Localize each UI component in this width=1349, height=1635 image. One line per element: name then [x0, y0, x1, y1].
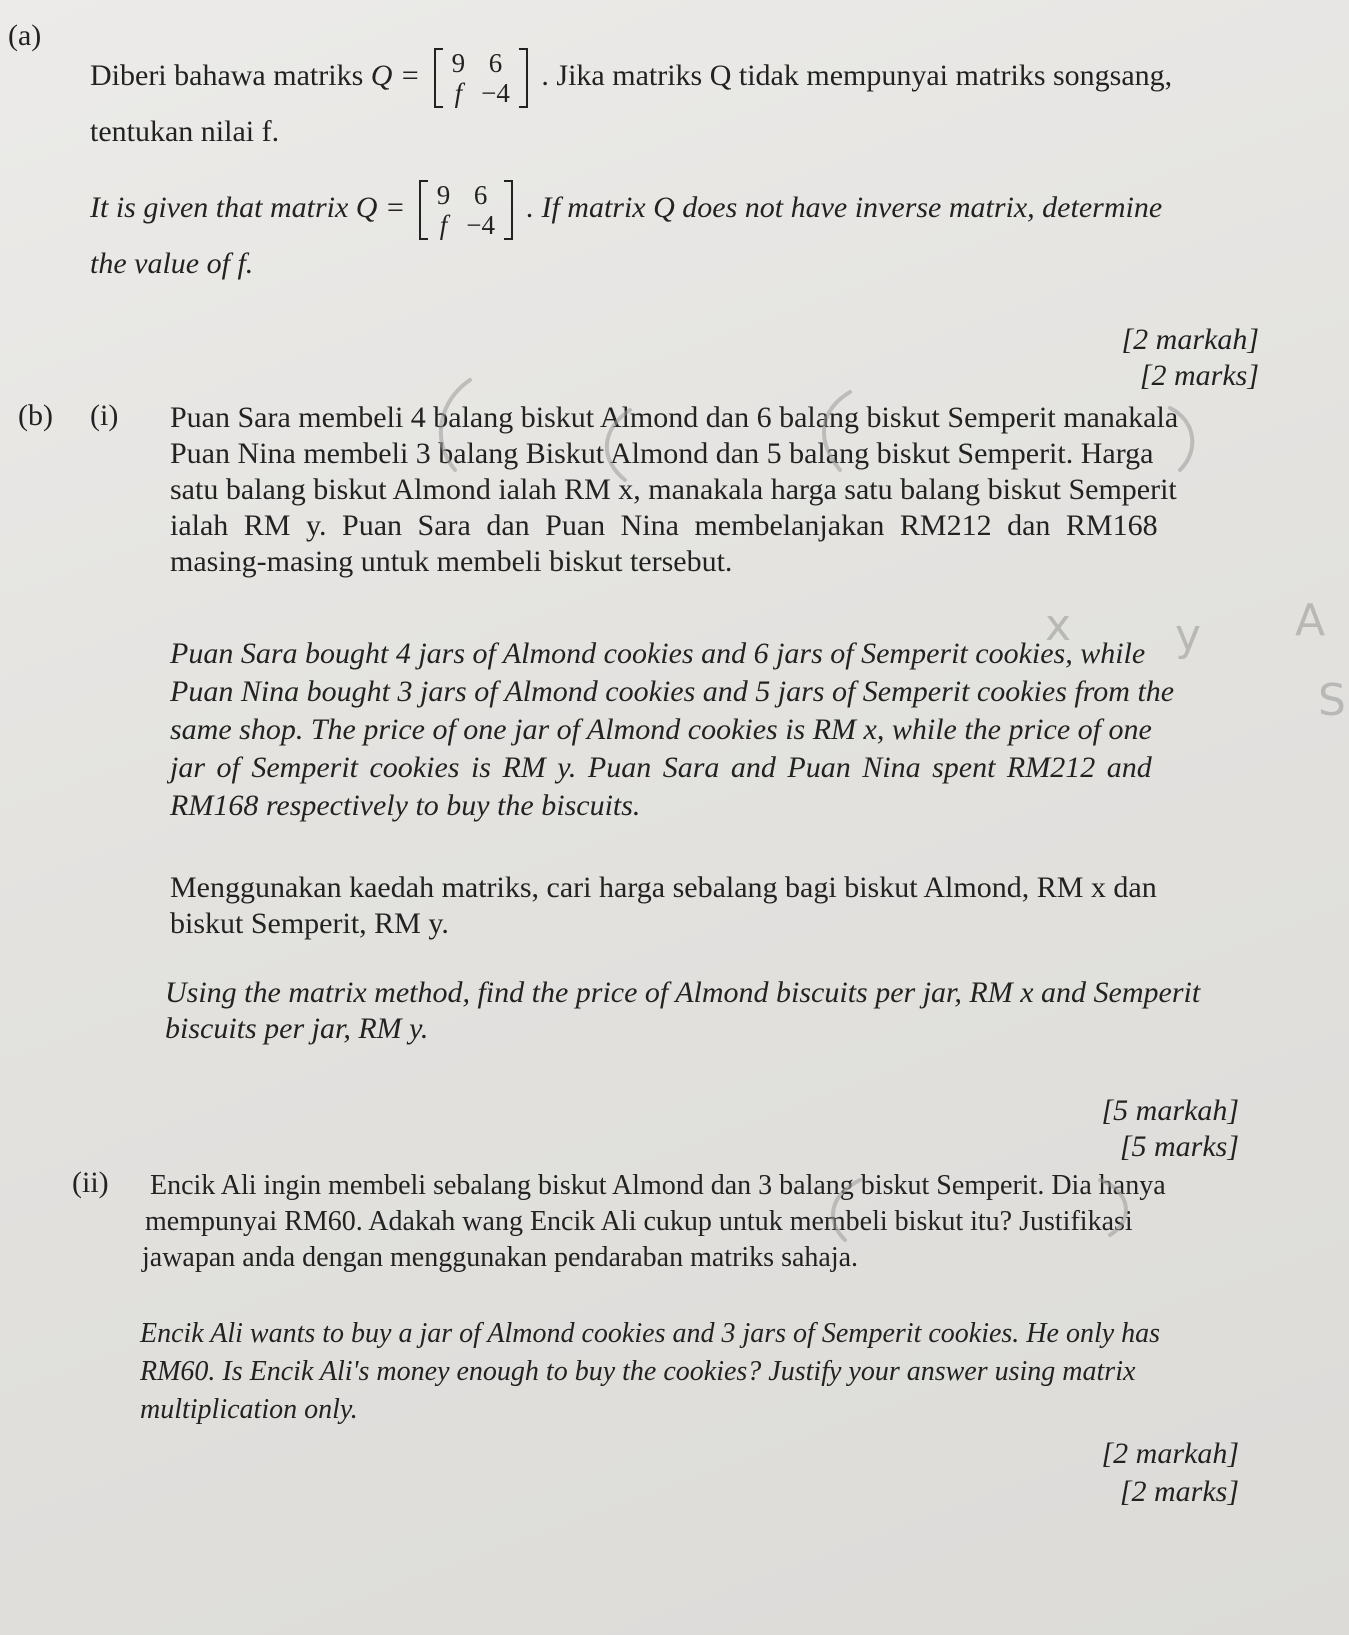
- part-a-marks-malay: [2 markah]: [1121, 323, 1259, 356]
- part-b-ii-english-paragraph: [140, 1315, 1160, 1429]
- part-b-ii-marks-malay: [2 markah]: [1101, 1437, 1239, 1470]
- paragraph-line: RM168 respectively to buy the biscuits.: [170, 789, 641, 822]
- part-a-marks-english: [2 marks]: [1139, 359, 1259, 392]
- part-a-malay-equation: Q =: [370, 58, 421, 92]
- paragraph-line: biskut Semperit, RM y.: [170, 907, 449, 940]
- paragraph-line: Using the matrix method, find the price of Almond biscuits per jar, RM x and Semperit: [165, 976, 1201, 1009]
- matrix-cell: 6: [488, 48, 503, 78]
- handwritten-x: x: [1045, 600, 1072, 651]
- handwritten-a: A: [1295, 595, 1326, 646]
- part-a-english-line-1: [90, 180, 1162, 240]
- matrix-q-malay: [434, 48, 528, 108]
- part-b-i-english-task: [165, 975, 1200, 1047]
- part-b-label: (b): [18, 399, 53, 432]
- part-b-ii-marks-english: [2 marks]: [1119, 1475, 1239, 1508]
- part-b-i-marks-english: [5 marks]: [1119, 1130, 1239, 1163]
- matrix-cell: −4: [466, 210, 495, 240]
- matrix-cell: 9: [436, 180, 451, 210]
- part-a-malay-intro: Diberi bahawa matriks: [90, 58, 364, 92]
- paragraph-line: Menggunakan kaedah matriks, cari harga sebalang bagi biskut Almond, RM x dan: [170, 871, 1157, 904]
- paragraph-line: Puan Sara membeli 4 balang biskut Almond dan 6 balang biskut Semperit manakala: [170, 401, 1179, 434]
- part-b-i-malay-task: [170, 870, 1157, 942]
- part-a-english-after: . If matrix Q does not have inverse matrix, determine: [526, 190, 1163, 224]
- part-b-i-marks-malay: [5 markah]: [1101, 1094, 1239, 1127]
- part-a-malay-line-1: [90, 48, 1172, 108]
- paragraph-line: satu balang biskut Almond ialah RM x, manakala harga satu balang biskut Semperit: [170, 473, 1177, 506]
- paragraph-line: same shop. The price of one jar of Almond cookies is RM x, while the price of one: [170, 713, 1152, 746]
- matrix-cell: −4: [481, 78, 510, 108]
- paragraph-line: Puan Sara bought 4 jars of Almond cookies and 6 jars of Semperit cookies, while: [170, 637, 1146, 670]
- paragraph-line: ialah RM y. Puan Sara dan Puan Nina membelanjakan RM212 dan RM168: [170, 509, 1158, 542]
- paragraph-line: jar of Semperit cookies is RM y. Puan Sara and Puan Nina spent RM212 and: [170, 751, 1152, 784]
- part-a-malay-after: . Jika matriks Q tidak mempunyai matriks songsang,: [541, 58, 1173, 92]
- paragraph-line: mempunyai RM60. Adakah wang Encik Ali cukup untuk membeli biskut itu? Justifikasi: [145, 1206, 1133, 1237]
- paragraph-line: masing-masing untuk membeli biskut tersebut.: [170, 545, 733, 578]
- paragraph-line: jawapan anda dengan menggunakan pendaraban matriks sahaja.: [142, 1242, 859, 1273]
- matrix-left-bracket: [434, 48, 443, 108]
- matrix-cell: f: [454, 78, 463, 108]
- matrix-right-bracket: [504, 180, 513, 240]
- part-a-english-line-2: the value of f.: [90, 247, 254, 280]
- part-b-i-label: (i): [90, 399, 119, 432]
- matrix-cell: 6: [473, 180, 488, 210]
- paragraph-line: Puan Nina bought 3 jars of Almond cookies and 5 jars of Semperit cookies from the: [170, 675, 1175, 708]
- paragraph-line: Puan Nina membeli 3 balang Biskut Almond dan 5 balang biskut Semperit. Harga: [170, 437, 1154, 470]
- part-b-ii-malay-paragraph: [142, 1168, 1166, 1276]
- matrix-cell: f: [439, 210, 448, 240]
- matrix-left-bracket: [419, 180, 428, 240]
- part-a-label: (a): [8, 19, 42, 52]
- paragraph-line: RM60. Is Encik Ali's money enough to buy the cookies? Justify your answer using matrix: [140, 1356, 1136, 1387]
- part-a-english-equation: Q =: [355, 190, 406, 224]
- part-a-english-intro: It is given that matrix: [90, 190, 349, 224]
- part-a-malay-line-2: tentukan nilai f.: [90, 115, 280, 148]
- handwritten-s: S: [1318, 675, 1346, 726]
- handwritten-y: y: [1175, 610, 1202, 661]
- paragraph-line: multiplication only.: [140, 1394, 358, 1425]
- matrix-cell: 9: [451, 48, 466, 78]
- matrix-right-bracket: [519, 48, 528, 108]
- matrix-q-english: [419, 180, 513, 240]
- paragraph-line: Encik Ali ingin membeli sebalang biskut Almond dan 3 balang biskut Semperit. Dia hanya: [150, 1170, 1166, 1201]
- paragraph-line: Encik Ali wants to buy a jar of Almond cookies and 3 jars of Semperit cookies. He only has: [140, 1318, 1161, 1349]
- part-b-i-english-paragraph: [170, 635, 1260, 825]
- part-b-i-malay-paragraph: [170, 400, 1260, 580]
- paragraph-line: biscuits per jar, RM y.: [165, 1012, 429, 1045]
- part-b-ii-label: (ii): [72, 1166, 109, 1199]
